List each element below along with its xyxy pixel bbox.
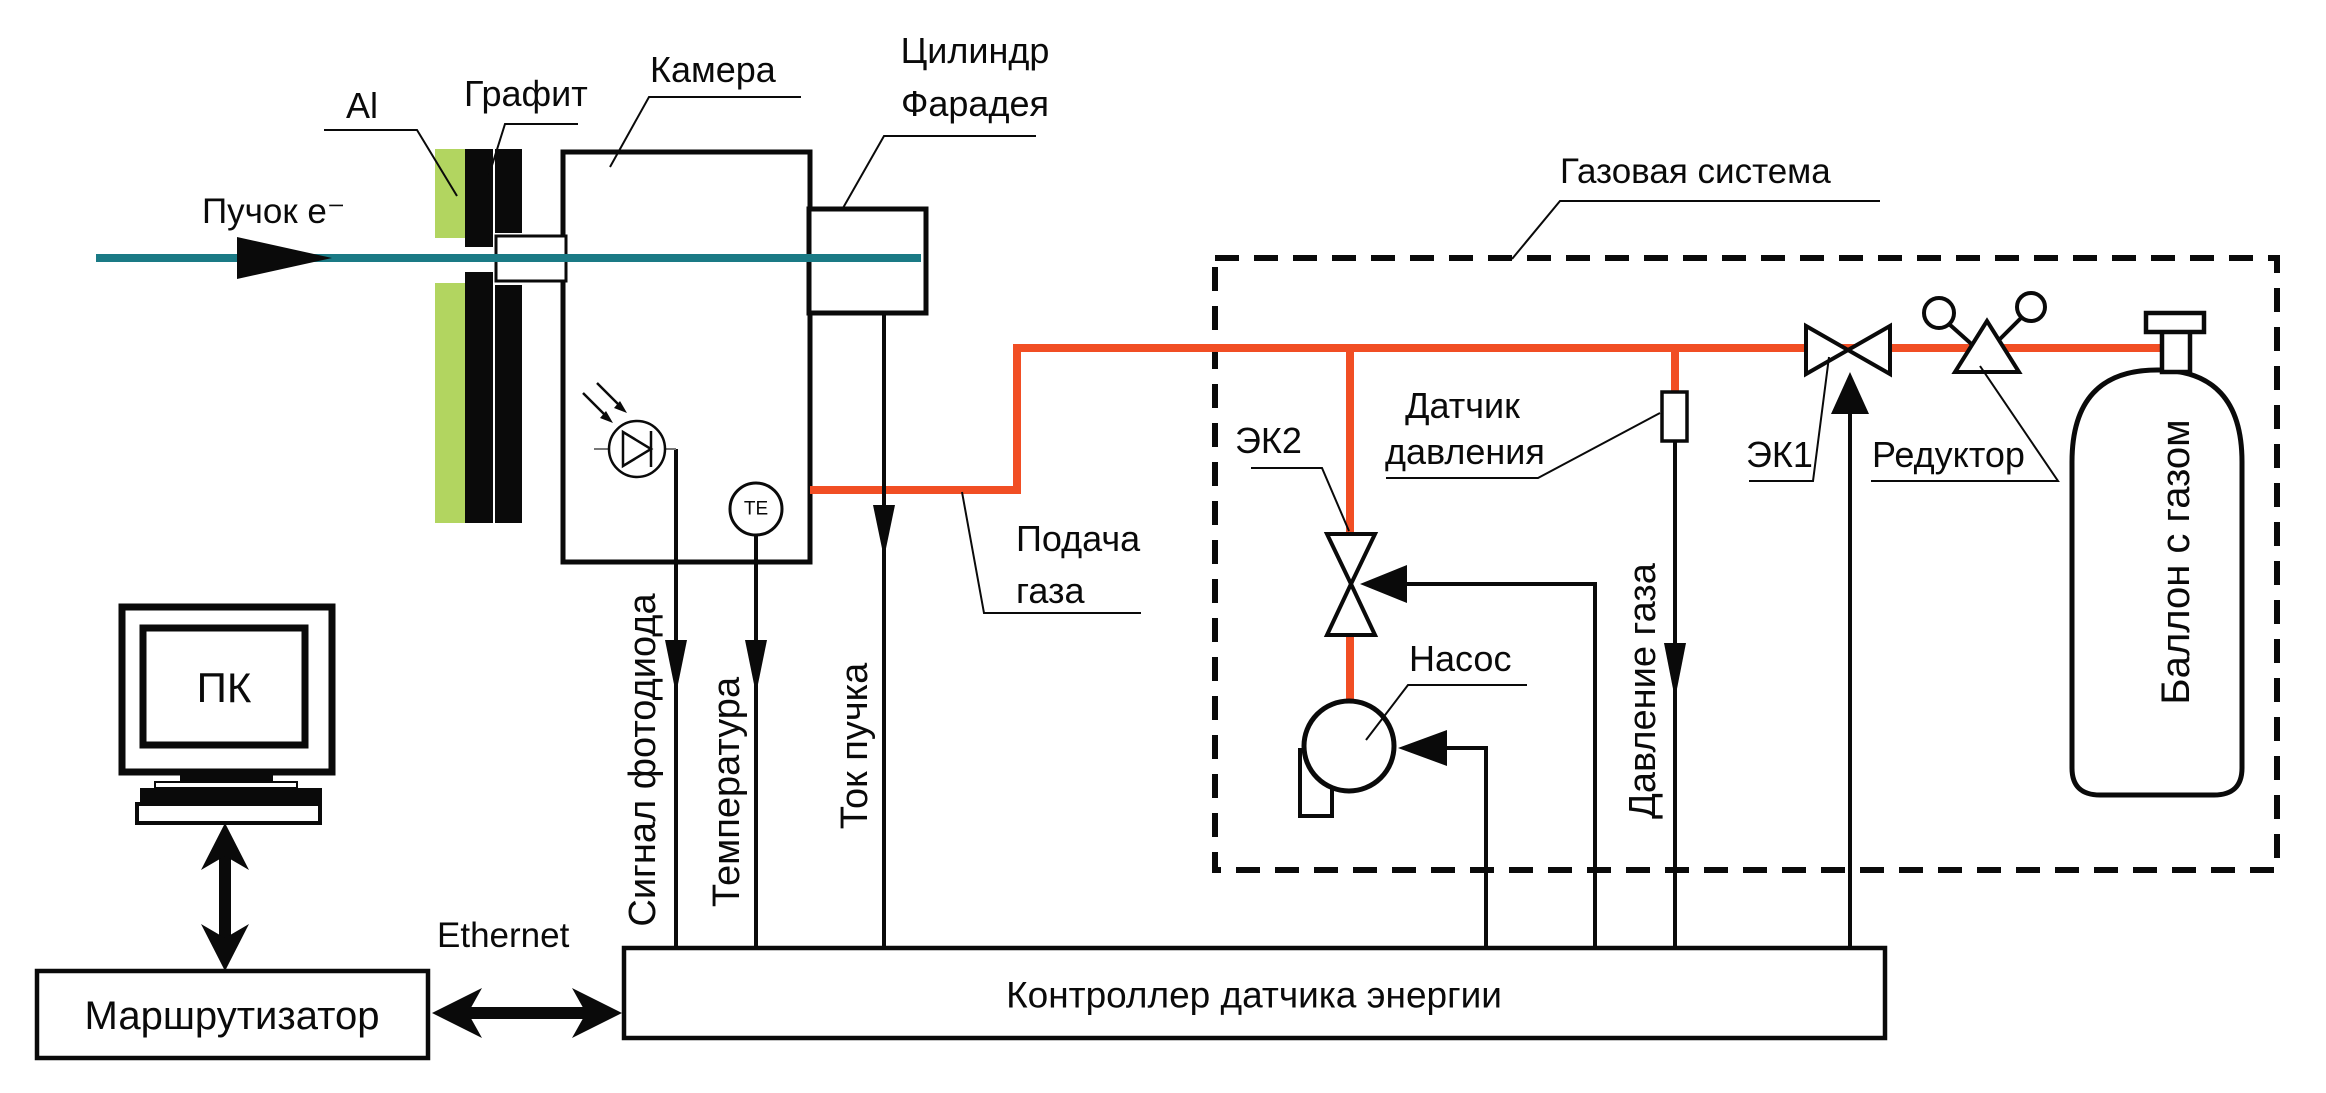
arrow-to-ek2 <box>1360 565 1407 603</box>
label-temperature: Температура <box>706 676 748 908</box>
arrow-gas-pressure <box>1664 643 1686 699</box>
label-ethernet: Ethernet <box>437 916 570 955</box>
target-al-plates <box>435 149 465 523</box>
ethernet-arrow <box>432 988 622 1038</box>
leader-gas-system <box>1512 201 1880 259</box>
beam-direction-arrow <box>237 237 332 279</box>
label-beam: Пучок e⁻ <box>202 192 346 231</box>
target-graphite-plates <box>465 149 522 523</box>
label-chamber: Камера <box>650 49 776 90</box>
reducer-symbol <box>1924 293 2045 372</box>
leader-ek2 <box>1251 468 1349 531</box>
label-ek2: ЭК2 <box>1235 420 1302 461</box>
leader-faraday <box>843 136 1036 208</box>
reducer-gauge-right <box>2017 293 2045 321</box>
te-symbol-text: TE <box>743 498 769 520</box>
label-gas-system: Газовая система <box>1560 152 1831 191</box>
label-pc: ПК <box>196 664 252 711</box>
label-faraday-cylinder: Цилиндр Фарадея <box>900 30 1050 124</box>
pump-symbol <box>1300 701 1394 816</box>
label-gas-bottle: Баллон с газом <box>2154 419 2198 705</box>
reducer-gauge-left <box>1924 298 1954 328</box>
label-graphite: Графит <box>464 73 588 114</box>
pressure-sensor-symbol <box>1662 392 1687 441</box>
pc-router-arrow <box>201 823 249 971</box>
label-photodiode-signal: Сигнал фотодиода <box>622 593 664 927</box>
label-router: Маршрутизатор <box>84 994 380 1038</box>
label-beam-current: Ток пучка <box>834 662 876 830</box>
arrow-to-pump <box>1398 730 1447 766</box>
bottle-neck <box>2162 330 2190 372</box>
control-wire-pump <box>1444 748 1486 948</box>
bottle-cap <box>2146 313 2204 332</box>
label-pump: Насос <box>1409 638 1512 679</box>
label-controller: Контроллер датчика энергии <box>1006 974 1502 1016</box>
label-ek1: ЭК1 <box>1746 434 1813 475</box>
label-gas-pressure: Давление газа <box>1622 563 1664 819</box>
label-reducer: Редуктор <box>1872 434 2025 475</box>
valve-ek1 <box>1806 326 1890 374</box>
pc-symbol <box>122 607 332 823</box>
label-gas-supply: Подача газа <box>1016 518 1141 611</box>
label-al: Al <box>345 85 378 126</box>
label-pressure-sensor: Датчик давления <box>1385 385 1545 472</box>
arrow-to-ek1 <box>1831 372 1869 414</box>
